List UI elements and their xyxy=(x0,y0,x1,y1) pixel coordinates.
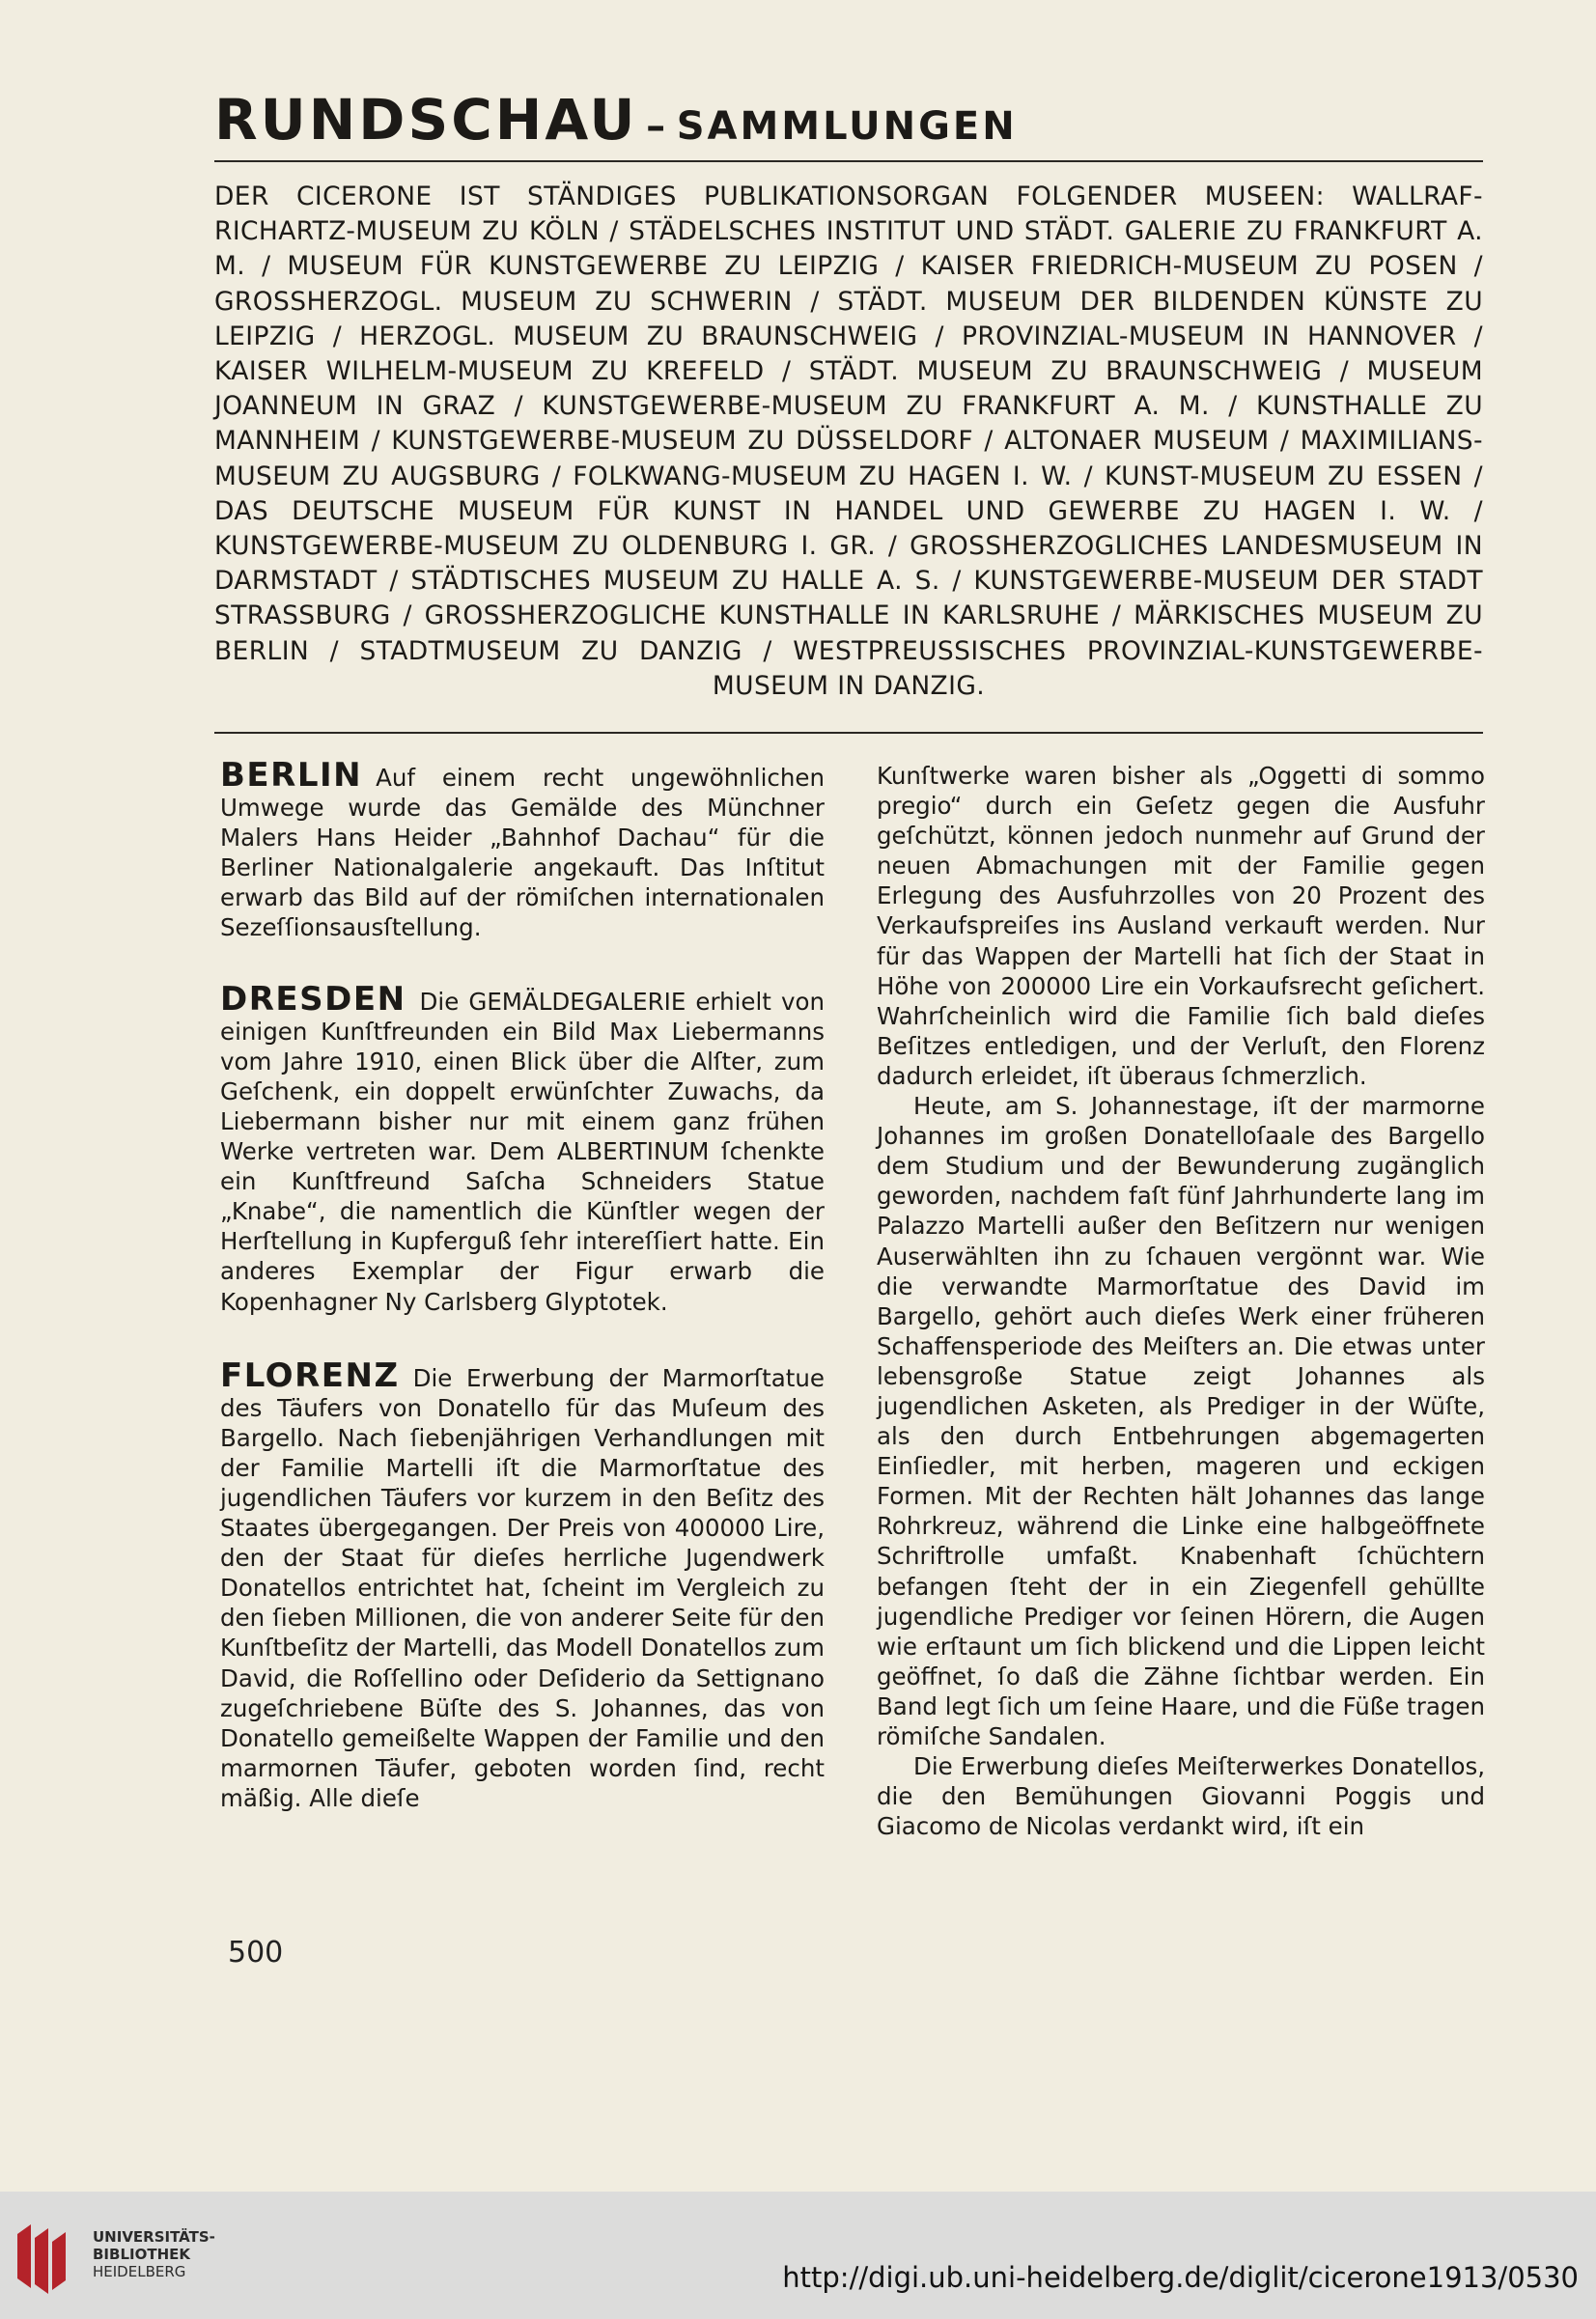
right-column xyxy=(877,761,1485,1841)
library-line: BIBLIOTHEK xyxy=(93,2246,190,2263)
city-florenz: FLORENZ xyxy=(220,1355,400,1395)
viewer-footer xyxy=(0,2192,1596,2319)
top-rule xyxy=(214,160,1483,162)
left-column xyxy=(220,756,825,1813)
city-dresden: DRESDEN xyxy=(220,979,406,1019)
divider-rule xyxy=(214,732,1483,734)
heading-main: RUNDSCHAU xyxy=(214,87,638,153)
library-name xyxy=(93,2228,215,2280)
library-line: HEIDELBERG xyxy=(93,2263,186,2280)
permalink-url[interactable]: http://digi.ub.uni-heidelberg.de/diglit/cicerone1913/0530 xyxy=(782,2261,1579,2294)
florenz-text: Die Erwerbung der Marmorſtatue des Täufers von Donatello für das Muſeum des Bargello. Nach ſiebenjährigen Verhandlungen mit der Familie Martelli iſt die Marmorſtatue des jugendlichen Täufers vor kurzem in den Beſitz des Staates übergegangen. Der Preis von 400000 Lire, den der Staat für dieſes herrliche Jugendwerk Donatellos entrichtet hat, ſcheint im Vergleich zu den ſieben Millionen, die von anderer Seite für den Kunſtbeſitz der Martelli, das Modell Donatellos zum David, die Roſſellino oder Deſiderio da Settignano zugeſchriebene Büſte des S. Johannes, das von Donatello gemeißelte Wappen der Familie und den marmornen Täufer, geboten worden ſind, recht mäßig. Alle dieſe xyxy=(220,1363,825,1812)
heading-sub: SAMMLUNGEN xyxy=(676,104,1018,149)
dresden-text: Die GEMÄLDEGALERIE erhielt von einigen Kunſtfreunden ein Bild Max Liebermanns vom Jahre 1910, einen Blick über die Alſter, zum Geſchenk, ein doppelt erwünſchter Zuwachs, da Liebermann bisher nur mit einem ganz frühen Werke vertreten war. Dem ALBERTINUM ſchenkte ein Kunſtfreund Saſcha Schneiders Statue „Knabe“, die namentlich die Künſtler wegen der Herſtellung in Kupferguß ſehr intereſſiert hatte. Ein anderes Exemplar der Figur erwarb die Kopenhagner Ny Carlsberg Glyptotek. xyxy=(220,987,825,1316)
right-paragraph: Kunſtwerke waren bisher als „Oggetti di sommo pregio“ durch ein Geſetz gegen die Ausfuhr geſchützt, können jedoch nunmehr auf Grund der neuen Abmachungen mit der Familie gegen Erlegung des Ausfuhrzolles von 20 Prozent des Verkaufspreiſes ins Ausland verkauft werden. Nur für das Wappen der Martelli hat ſich der Staat in Höhe von 200000 Lire ein Vorkaufsrecht geſichert. Wahrſcheinlich wird die Familie ſich bald dieſes Beſitzes entledigen, und der Verluſt, den Florenz dadurch erleidet, iſt überaus ſchmerzlich. xyxy=(877,762,1485,1090)
article-berlin xyxy=(220,756,825,943)
article-florenz xyxy=(220,1355,825,1813)
heading-dash: – xyxy=(646,104,669,149)
city-berlin: BERLIN xyxy=(220,756,363,795)
right-paragraph: Die Erwerbung dieſes Meiſterwerkes Donatellos, die den Bemühungen Giovanni Poggis und Giacomo de Nicolas verdankt wird, iſt ein xyxy=(877,1752,1485,1841)
library-line: UNIVERSITÄTS- xyxy=(93,2228,215,2246)
university-seal-icon xyxy=(10,2221,77,2298)
page-number: 500 xyxy=(228,1936,284,1970)
right-paragraph: Heute, am S. Johannestage, iſt der marmorne Johannes im großen Donatelloſaale des Bargello dem Studium und der Bewunderung zugänglich geworden, nachdem faſt fünf Jahrhunderte lang im Palazzo Martelli außer den Beſitzern nur wenigen Auserwählten ihn zu ſchauen vergönnt war. Wie die verwandte Marmorſtatue des David im Bargello, gehört auch dieſes Werk einer früheren Schaffensperiode des Meiſters an. Die etwas unter lebensgroße Statue zeigt Johannes als jugendlichen Asketen, als Prediger in der Wüſte, als den durch Entbehrungen abgemagerten Einſiedler, mit herben, mageren und eckigen Formen. Mit der Rechten hält Johannes das lange Rohrkreuz, während die Linke eine halbgeöffnete Schriftrolle umfaßt. Knabenhaft ſchüchtern befangen ſteht der in ein Ziegenfell gehüllte jugendliche Prediger vor ſeinen Hörern, die Augen wie erſtaunt um ſich blickend und die Lippen leicht geöffnet, ſo daß die Zähne ſichtbar werden. Ein Band legt ſich um ſeine Haare, und die Füße tragen römiſche Sandalen. xyxy=(877,1092,1485,1750)
museum-list: DER CICERONE IST STÄNDIGES PUBLIKATIONSORGAN FOLGENDER MUSEEN: WALLRAF-RICHARTZ-MUSEUM ZU KÖLN / STÄDELSCHES INSTITUT UND STÄDT. GALERIE ZU FRANKFURT A. M. / MUSEUM FÜR KUNSTGEWERBE ZU LEIPZIG / KAISER FRIEDRICH-MUSEUM ZU POSEN / GROSSHERZOGL. MUSEUM ZU SCHWERIN / STÄDT. MUSEUM DER BILDENDEN KÜNSTE ZU LEIPZIG / HERZOGL. MUSEUM ZU BRAUNSCHWEIG / PROVINZIAL-MUSEUM IN HANNOVER / KAISER WILHELM-MUSEUM ZU KREFELD / STÄDT. MUSEUM ZU BRAUNSCHWEIG / MUSEUM JOANNEUM IN GRAZ / KUNSTGEWERBE-MUSEUM ZU FRANKFURT A. M. / KUNSTHALLE ZU MANNHEIM / KUNSTGEWERBE-MUSEUM ZU DÜSSELDORF / ALTONAER MUSEUM / MAXIMILIANS-MUSEUM ZU AUGSBURG / FOLKWANG-MUSEUM ZU HAGEN I. W. / KUNST-MUSEUM ZU ESSEN / DAS DEUTSCHE MUSEUM FÜR KUNST IN HANDEL UND GEWERBE ZU HAGEN I. W. / KUNSTGEWERBE-MUSEUM ZU OLDENBURG I. GR. / GROSSHERZOGLICHES LANDESMUSEUM IN DARMSTADT / STÄDTISCHES MUSEUM ZU HALLE A. S. / KUNSTGEWERBE-MUSEUM DER STADT STRASSBURG / GROSSHERZOGLICHE KUNSTHALLE IN KARLSRUHE / MÄRKISCHES MUSEUM ZU BERLIN / STADTMUSEUM ZU DANZIG / WESTPREUSSISCHES PROVINZIAL-KUNSTGEWERBE-MUSEUM IN DANZIG. xyxy=(214,182,1483,701)
section-heading xyxy=(214,87,1018,153)
article-dresden xyxy=(220,979,825,1317)
berlin-text: Auf einem recht ungewöhnlichen Umwege wurde das Gemälde des Münchner Malers Hans Heider „Bahnhof Dachau“ für die Berliner Nationalgalerie angekauft. Das Inſtitut erwarb das Bild auf der römiſchen internationalen Sezeſſionsausſtellung. xyxy=(220,764,825,942)
